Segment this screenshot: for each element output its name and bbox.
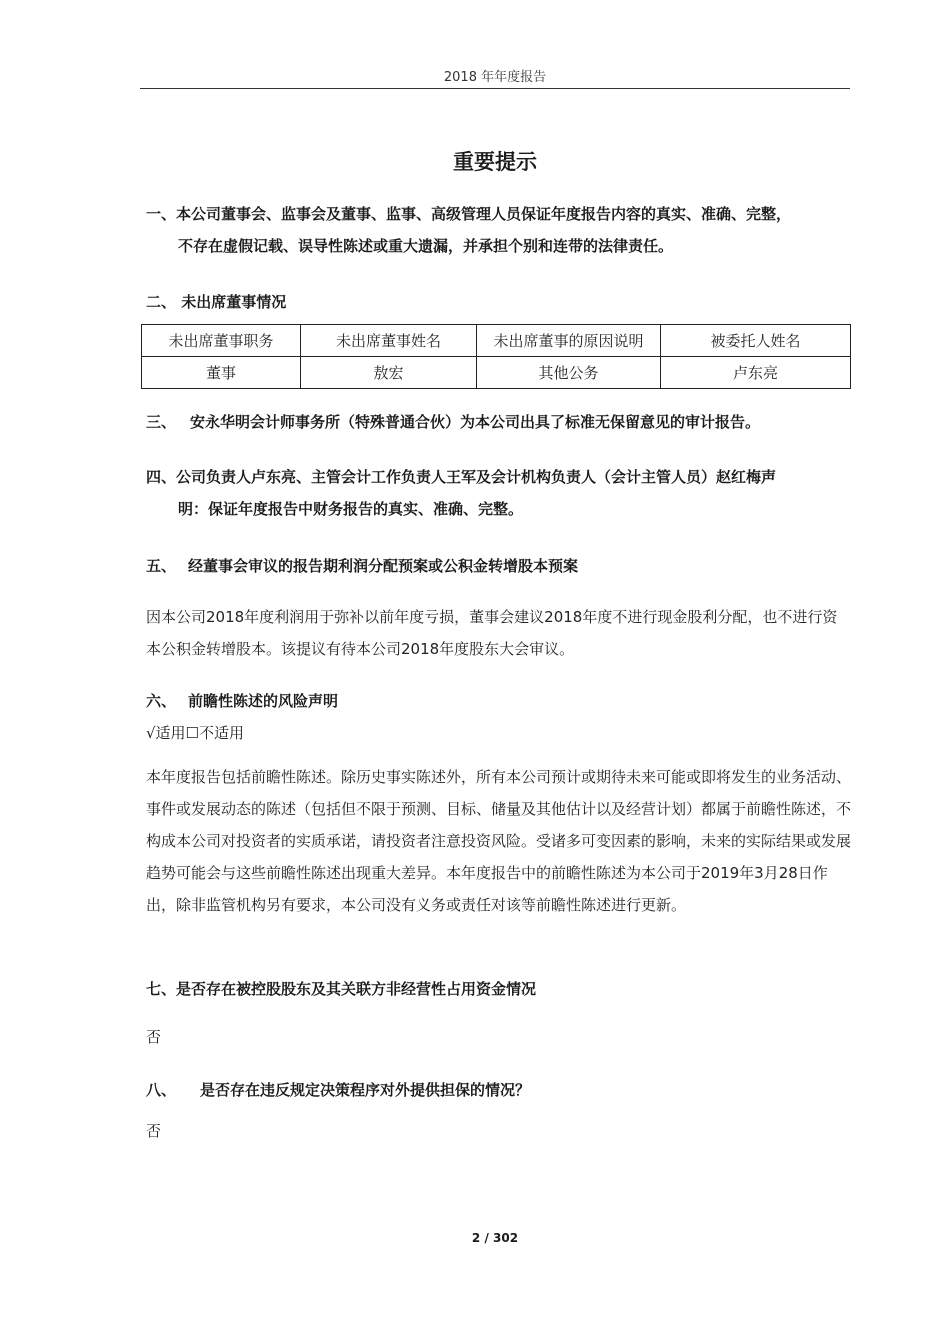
section-4-num: 四、 [146, 468, 177, 486]
section-5-body: 因本公司2018年度利润用于弥补以前年度亏损，董事会建议2018年度不进行现金股利分配，也不进行资本公积金转增股本。该提议有待本公司2018年度股东大会审议。 [146, 608, 838, 658]
section-6-title: 前瞻性陈述的风险声明 [188, 692, 339, 710]
section-2-heading: 二、 未出席董事情况 [146, 293, 287, 311]
table-header-cell: 未出席董事的原因说明 [477, 325, 661, 357]
section-8-title: 是否存在违反规定决策程序对外提供担保的情况？ [200, 1081, 531, 1099]
table-cell: 敖宏 [301, 357, 477, 389]
section-6-body: 本年度报告包括前瞻性陈述。除历史事实陈述外，所有本公司预计或期待未来可能或即将发生的业务活动、事件或发展动态的陈述（包括但不限于预测、目标、储量及其他估计以及经营计划）都属于前瞻性陈述，不构成本公司对投资者的实质承诺，请投资者注意投资风险。受诸多可变因素的影响，未来的实际结果或发展趋势可能会与这些前瞻性陈述出现重大差异。本年度报告中的前瞻性陈述为本公司于2019年3月28日作出，除非监管机构另有要求，本公司没有义务或责任对该等前瞻性陈述进行更新。 [146, 768, 852, 914]
section-3 [146, 406, 760, 438]
applicable-checkbox-line: √适用☐不适用 [146, 724, 245, 742]
table-header-cell: 被委托人姓名 [661, 325, 851, 357]
section-8-heading [146, 1074, 530, 1106]
section-8-num: 八、 [146, 1081, 177, 1099]
table-row [142, 357, 851, 389]
section-8-answer: 否 [146, 1122, 162, 1140]
absent-directors-table [141, 324, 851, 389]
table-header-cell: 未出席董事姓名 [301, 325, 477, 357]
table-header-cell: 未出席董事职务 [142, 325, 301, 357]
section-6-num: 六、 [146, 692, 177, 710]
section-5-num: 五、 [146, 557, 177, 575]
section-7-heading: 七、是否存在被控股股东及其关联方非经营性占用资金情况 [146, 980, 537, 998]
table-cell: 其他公务 [477, 357, 661, 389]
section-7-answer: 否 [146, 1028, 162, 1046]
page-title: 重要提示 [453, 150, 537, 174]
section-1-line2: 不存在虚假记载、误导性陈述或重大遗漏，并承担个别和连带的法律责任。 [178, 237, 674, 255]
section-4-line1: 公司负责人卢东亮、主管会计工作负责人王军及会计机构负责人（会计主管人员）赵红梅声 [176, 468, 777, 486]
section-3-text: 安永华明会计师事务所（特殊普通合伙）为本公司出具了标准无保留意见的审计报告。 [190, 413, 761, 431]
section-1-num: 一、 [146, 205, 177, 223]
page-header: 2018 年年度报告 [443, 70, 547, 85]
section-3-num: 三、 [146, 413, 177, 431]
section-1 [146, 198, 851, 262]
table-header-row [142, 325, 851, 357]
table-cell: 卢东亮 [661, 357, 851, 389]
section-4-line2: 明：保证年度报告中财务报告的真实、准确、完整。 [178, 500, 524, 518]
section-5-heading [146, 550, 578, 582]
section-5-title: 经董事会审议的报告期利润分配预案或公积金转增股本预案 [188, 557, 579, 575]
section-6-heading [146, 685, 338, 717]
header-rule [140, 88, 850, 89]
page-number: 2 / 302 [471, 1231, 519, 1245]
table-cell: 董事 [142, 357, 301, 389]
section-4 [146, 461, 851, 525]
section-1-line1: 本公司董事会、监事会及董事、监事、高级管理人员保证年度报告内容的真实、准确、完整， [176, 205, 792, 223]
